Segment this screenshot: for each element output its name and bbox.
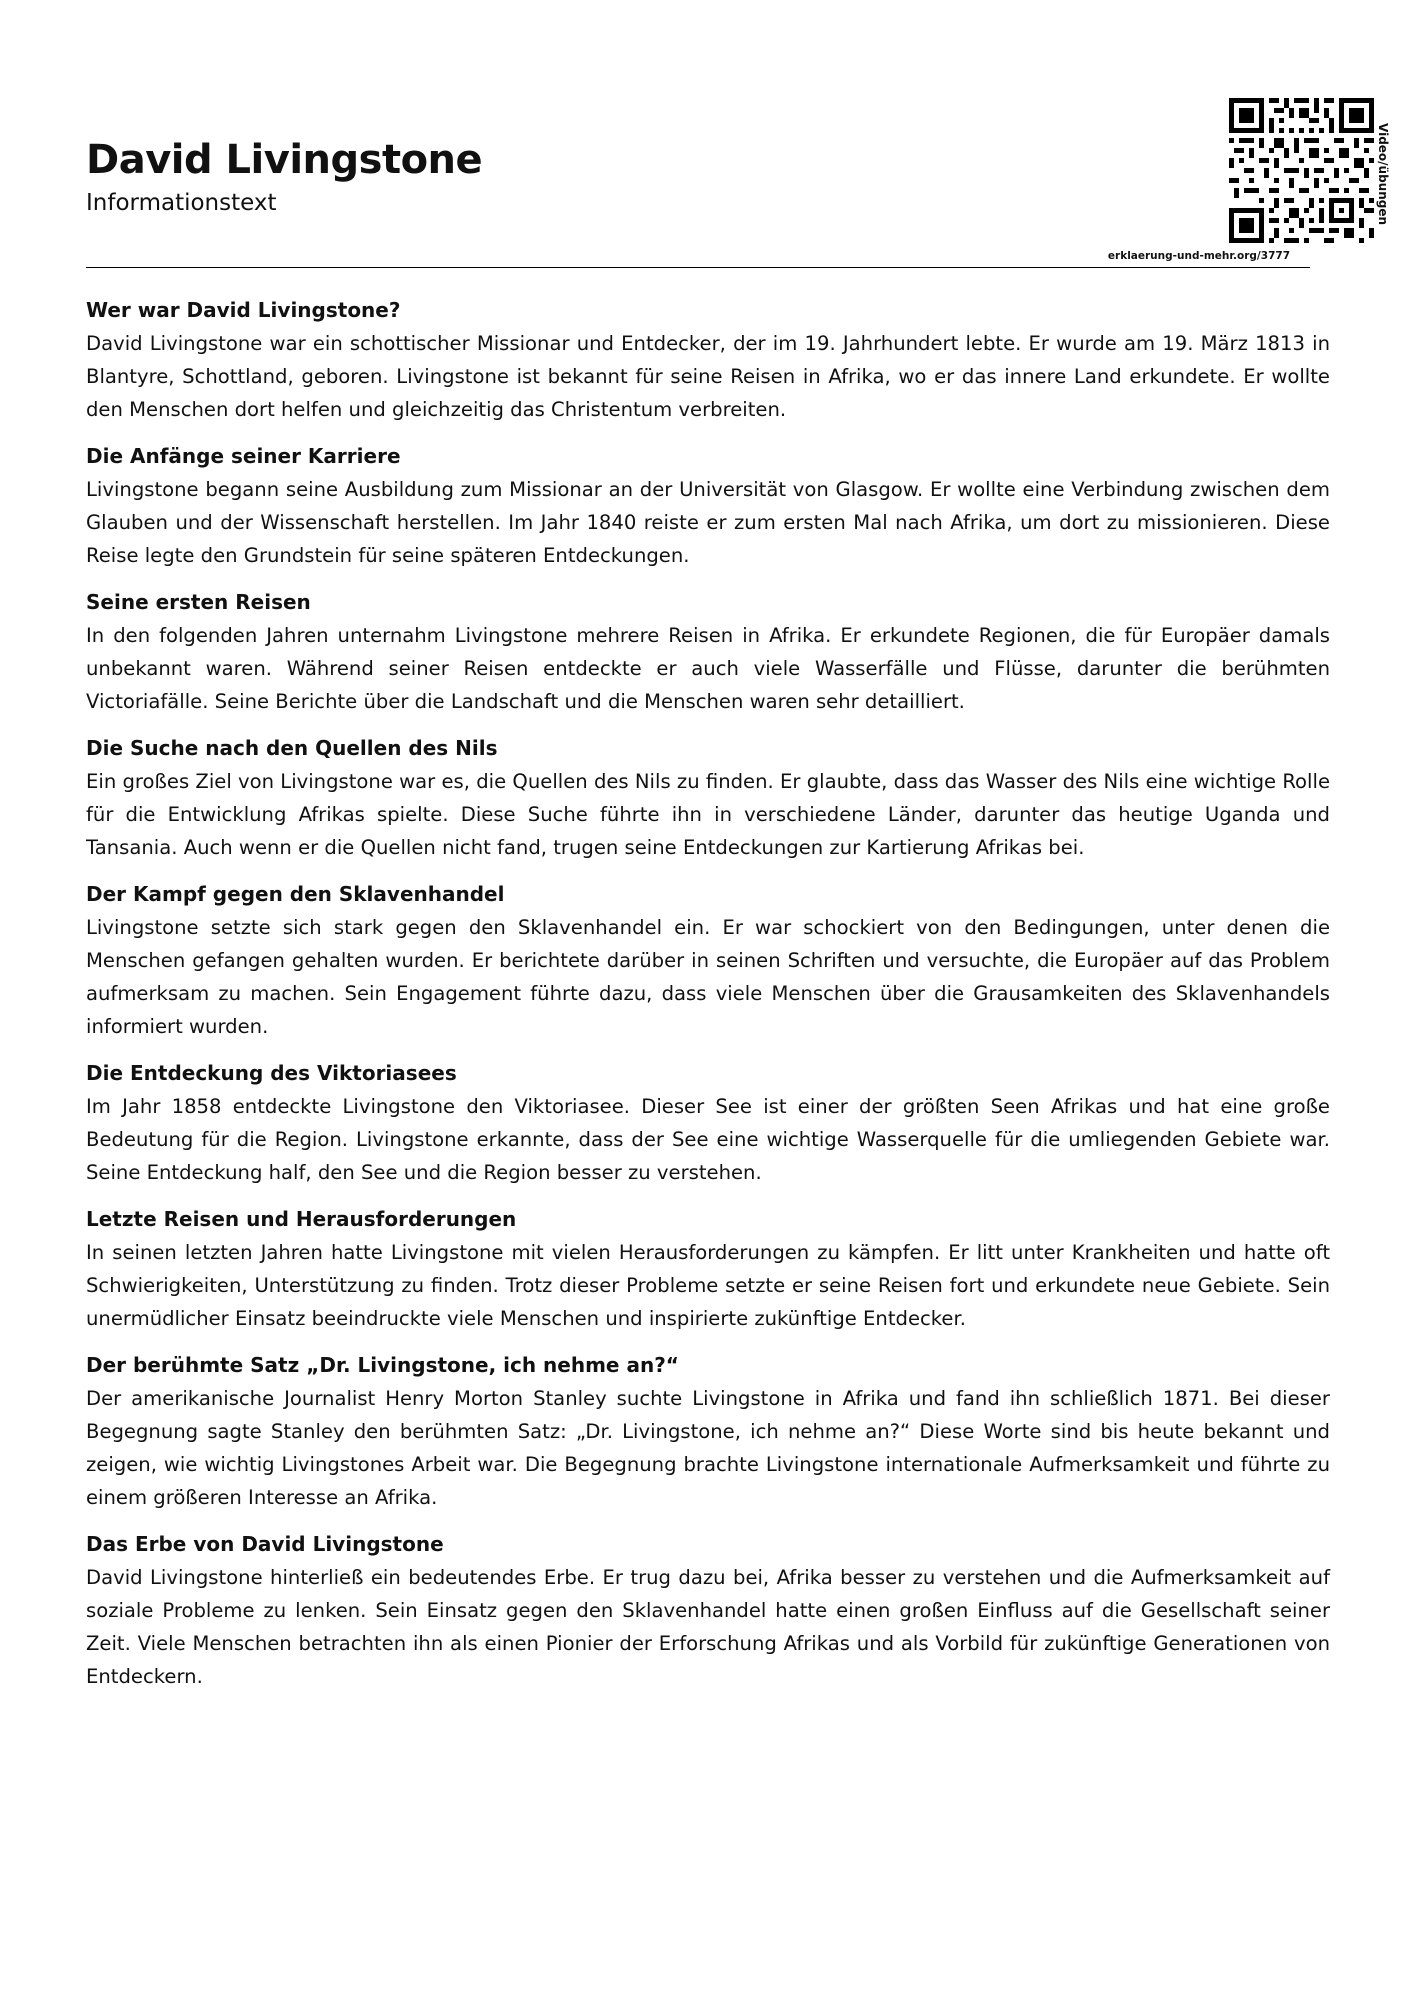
section-body: In den folgenden Jahren unternahm Livingstone mehrere Reisen in Afrika. Er erkundete Regionen, die für Europäer damals unbekannt waren. Während seiner Reisen entdeckte er auch viele Wasserfälle und Flüsse, darunter die berühmten Victoriafälle. Seine Berichte über die Landschaft und die Menschen waren sehr detailliert.	[86, 624, 1330, 713]
section-heading: Letzte Reisen und Herausforderungen	[86, 1207, 517, 1231]
section-body: Der amerikanische Journalist Henry Morton Stanley suchte Livingstone in Afrika und fand ihn schließlich 1871. Bei dieser Begegnung sagte Stanley den berühmten Satz: „Dr. Livingstone, ich nehme an?“ Diese Worte sind bis heute bekannt und zeigen, wie wichtig Livingstones Arbeit war. Die Begegnung brachte Livingstone internationale Aufmerksamkeit und führte zu einem größeren Interesse an Afrika.	[86, 1387, 1330, 1509]
info-text	[86, 294, 1330, 1707]
section-heading: Die Suche nach den Quellen des Nils	[86, 736, 498, 760]
section-first-journeys	[86, 586, 1330, 718]
page-title: David Livingstone	[86, 137, 483, 183]
section-heading: Das Erbe von David Livingstone	[86, 1532, 444, 1556]
section-nile-sources	[86, 732, 1330, 864]
section-heading: Der berühmte Satz „Dr. Livingstone, ich nehme an?“	[86, 1353, 679, 1377]
header-divider	[86, 267, 1310, 268]
section-body: Ein großes Ziel von Livingstone war es, die Quellen des Nils zu finden. Er glaubte, dass das Wasser des Nils eine wichtige Rolle für die Entwicklung Afrikas spielte. Diese Suche führte ihn in verschiedene Länder, darunter das heutige Uganda und Tansania. Auch wenn er die Quellen nicht fand, trugen seine Entdeckungen zur Kartierung Afrikas bei.	[86, 770, 1330, 859]
section-body: Livingstone setzte sich stark gegen den Sklavenhandel ein. Er war schockiert von den Bedingungen, unter denen die Menschen gefangen gehalten wurden. Er berichtete darüber in seinen Schriften und versuchte, die Europäer auf das Problem aufmerksam zu machen. Sein Engagement führte dazu, dass viele Menschen über die Grausamkeiten des Sklavenhandels informiert wurden.	[86, 916, 1330, 1038]
section-body: In seinen letzten Jahren hatte Livingstone mit vielen Herausforderungen zu kämpfen. Er litt unter Krankheiten und hatte oft Schwierigkeiten, Unterstützung zu finden. Trotz dieser Probleme setzte er seine Reisen fort und erkundete neue Gebiete. Sein unermüdlicher Einsatz beeindruckte viele Menschen und inspirierte zukünftige Entdecker.	[86, 1241, 1330, 1330]
qr-code-icon[interactable]	[1229, 98, 1374, 243]
page-subtitle: Informationstext	[86, 190, 277, 216]
page-header	[86, 0, 1390, 270]
section-last-journeys	[86, 1203, 1330, 1335]
video-exercises-label: Video/übungen	[1376, 123, 1390, 226]
section-who-was-livingstone	[86, 294, 1330, 426]
section-lake-victoria	[86, 1057, 1330, 1189]
section-heading: Die Anfänge seiner Karriere	[86, 444, 401, 468]
section-body: Im Jahr 1858 entdeckte Livingstone den Viktoriasee. Dieser See ist einer der größten Seen Afrikas und hat eine große Bedeutung für die Region. Livingstone erkannte, dass der See eine wichtige Wasserquelle für die umliegenden Gebiete war. Seine Entdeckung half, den See und die Region besser zu verstehen.	[86, 1095, 1330, 1184]
section-heading: Der Kampf gegen den Sklavenhandel	[86, 882, 505, 906]
section-body: David Livingstone hinterließ ein bedeutendes Erbe. Er trug dazu bei, Afrika besser zu verstehen und die Aufmerksamkeit auf soziale Probleme zu lenken. Sein Einsatz gegen den Sklavenhandel hatte einen großen Einfluss auf die Gesellschaft seiner Zeit. Viele Menschen betrachten ihn als einen Pionier der Erforschung Afrikas und als Vorbild für zukünftige Generationen von Entdeckern.	[86, 1566, 1330, 1688]
qr-url-link[interactable]: erklaerung-und-mehr.org/3777	[1107, 250, 1290, 262]
section-heading: Wer war David Livingstone?	[86, 298, 401, 322]
section-career-beginnings	[86, 440, 1330, 572]
section-famous-quote	[86, 1349, 1330, 1514]
section-body: Livingstone begann seine Ausbildung zum Missionar an der Universität von Glasgow. Er wollte eine Verbindung zwischen dem Glauben und der Wissenschaft herstellen. Im Jahr 1840 reiste er zum ersten Mal nach Afrika, um dort zu missionieren. Diese Reise legte den Grundstein für seine späteren Entdeckungen.	[86, 478, 1330, 567]
section-legacy	[86, 1528, 1330, 1693]
section-body: David Livingstone war ein schottischer Missionar und Entdecker, der im 19. Jahrhundert lebte. Er wurde am 19. März 1813 in Blantyre, Schottland, geboren. Livingstone ist bekannt für seine Reisen in Afrika, wo er das innere Land erkundete. Er wollte den Menschen dort helfen und gleichzeitig das Christentum verbreiten.	[86, 332, 1330, 421]
section-heading: Die Entdeckung des Viktoriasees	[86, 1061, 457, 1085]
section-slave-trade	[86, 878, 1330, 1043]
section-heading: Seine ersten Reisen	[86, 590, 311, 614]
